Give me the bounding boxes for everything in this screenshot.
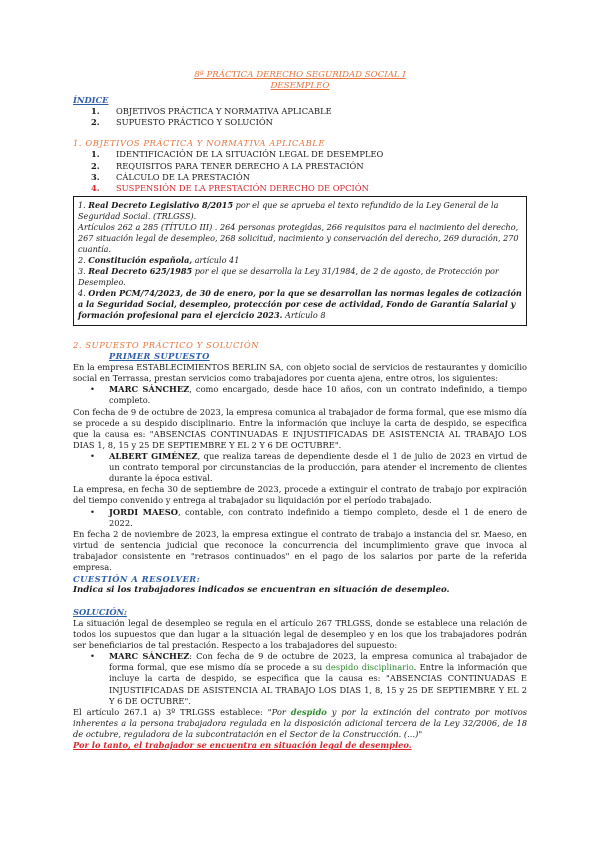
worker-description: , contable, con contrato indefinido a tiempo completo, desde el 1 de enero de 2022. bbox=[109, 506, 527, 528]
objective-number: 1. bbox=[91, 149, 100, 160]
regulation-name: Real Decreto Legislativo 8/2015 bbox=[88, 199, 234, 210]
objective-item bbox=[73, 161, 527, 172]
regulation-description: Artículo 8 bbox=[282, 309, 326, 320]
highlight-term: despido bbox=[290, 706, 327, 717]
case-intro: En la empresa ESTABLECIMIENTOS BERLIN SA, con objeto social de servicios de restaurantes y domicilio social en Terrassa, prestan servicios como trabajadores por cuenta ajena, entre otros, los siguientes: bbox=[73, 362, 527, 384]
regulation-number: 2. bbox=[78, 254, 89, 265]
objective-text: CÁLCULO DE LA PRESTACIÓN bbox=[116, 171, 250, 182]
index-item-number: 1. bbox=[91, 106, 100, 117]
question-label: CUESTIÓN A RESOLVER: bbox=[73, 574, 201, 585]
title-line-1: 8ª PRÁCTICA DERECHO SEGURIDAD SOCIAL I bbox=[194, 70, 406, 80]
objective-item bbox=[73, 183, 527, 194]
regulation-number: 4. bbox=[78, 287, 89, 298]
worker-bullet-marc bbox=[73, 384, 527, 406]
worker-name: MARC SÁNCHEZ bbox=[109, 651, 190, 662]
case-title: PRIMER SUPUESTO bbox=[109, 350, 210, 361]
worker-bullet-jordi bbox=[73, 507, 527, 529]
conclusion: Por lo tanto, el trabajador se encuentra en situación legal de desempleo. bbox=[73, 740, 412, 751]
objective-text: IDENTIFICACIÓN DE LA SITUACIÓN LEGAL DE DESEMPLEO bbox=[116, 149, 384, 160]
worker-name: JORDI MAESO bbox=[109, 506, 178, 517]
bullet-icon: • bbox=[90, 450, 95, 461]
regulation-name: Orden PCM/74/2023, de 30 de enero, por la que se desarrollan las normas legales de cotización a la Seguridad Social, desempleo, protección por cese de actividad, Fondo de Garantía Salarial y formación profesional para el ejercicio 2023. bbox=[78, 287, 522, 320]
index-item-number: 2. bbox=[91, 117, 100, 128]
index-item-text: SUPUESTO PRÁCTICO Y SOLUCIÓN bbox=[116, 117, 273, 128]
objective-text: SUSPENSIÓN DE LA PRESTACIÓN DERECHO DE OPCIÓN bbox=[116, 182, 369, 193]
case-paragraph: En fecha 2 de noviembre de 2023, la empresa extingue el contrato de trabajo a instancia del sr. Maeso, en virtud de sentencia judicial que reconoce la concurrencia del incumplimiento grave que invoca al trabajador consistente en "retrasos continuados" en el pago de los salarios por parte de la referida empresa. bbox=[73, 528, 527, 573]
document-title bbox=[73, 70, 527, 92]
index-item bbox=[73, 106, 527, 117]
article-intro: El artículo 267.1 a) 3º TRLGSS establece: bbox=[73, 706, 268, 717]
regulation-name: Real Decreto 625/1985 bbox=[88, 265, 193, 276]
regulation-3 bbox=[78, 266, 522, 288]
bullet-icon: • bbox=[90, 506, 95, 517]
solution-text: : Con fecha de 9 de octubre de 2023, la empresa comunica al trabajador de forma formal, que ese mismo día se procede a su bbox=[109, 651, 527, 673]
regulation-1 bbox=[78, 200, 522, 222]
objective-item bbox=[73, 172, 527, 183]
objective-text: REQUISITOS PARA TENER DERECHO A LA PRESTACIÓN bbox=[116, 160, 364, 171]
index-item-text: OBJETIVOS PRÁCTICA Y NORMATIVA APLICABLE bbox=[116, 106, 332, 117]
worker-name: ALBERT GIMÉNEZ bbox=[109, 450, 198, 461]
objectives-list bbox=[73, 149, 527, 193]
bullet-icon: • bbox=[90, 651, 95, 662]
quote-text: "Por bbox=[267, 706, 291, 717]
section-2-heading: 2. SUPUESTO PRÁCTICO Y SOLUCIÓN bbox=[73, 339, 260, 350]
regulation-description: por el que se desarrolla la Ley 31/1984, de 2 de agosto, de Protección por Desempleo. bbox=[78, 265, 499, 287]
worker-bullet-albert bbox=[73, 451, 527, 484]
solution-text: . Entre la información que incluye la carta de despido, se especifica que la causa es: "ABSENCIAS CONTINUADAS E INJUSTIFICADAS DE ASISTENCIA AL TRABAJO LOS DIAS 1, 8, 15 y 25 DE SEPTIEMBRE Y EL 2 Y 6 DE OCTUBRE". bbox=[109, 662, 527, 706]
quote-text: y por la extinción del contrato por motivos inherentes a la persona trabajadora regulada en la disposición adicional tercera de la Ley 32/2006, de 18 de octubre, reguladora de la subcontratación en el Sector de la Construcción. (...)" bbox=[73, 706, 527, 739]
regulation-description: por el que se aprueba el texto refundido de la Ley General de la Seguridad Social. (TRLGSS). bbox=[78, 199, 499, 221]
index-item bbox=[73, 117, 527, 128]
highlight-term: despido disciplinario bbox=[325, 662, 414, 673]
title-line-2: DESEMPLEO bbox=[270, 81, 330, 91]
regulation-name: Constitución española, bbox=[88, 254, 193, 265]
regulation-number: 1. bbox=[78, 199, 89, 210]
regulation-number: 3. bbox=[78, 265, 89, 276]
worker-description: , que realiza tareas de dependiente desde el 1 de julio de 2023 en virtud de un contrato temporal por circunstancias de la producción, para atender el incremento de clientes durante la época estival. bbox=[109, 450, 527, 484]
worker-description: , como encargado, desde hace 10 años, con un contrato indefinido, a tiempo completo. bbox=[109, 384, 527, 406]
solution-label: SOLUCIÓN: bbox=[73, 606, 127, 617]
article-quote bbox=[73, 707, 527, 740]
regulation-1-articles: Artículos 262 a 285 (TÍTULO III) . 264 personas protegidas, 266 requisitos para el nacimiento del derecho, 267 situación legal de desempleo, 268 solicitud, nacimiento y conservación del derecho, 269 duración, 270 cuantía. bbox=[78, 221, 519, 254]
index-label: ÍNDICE bbox=[73, 95, 109, 105]
regulation-4 bbox=[78, 288, 522, 321]
index-list bbox=[73, 106, 527, 128]
objective-number: 2. bbox=[91, 160, 100, 171]
question-text: Indica si los trabajadores indicados se encuentran en situación de desempleo. bbox=[73, 585, 450, 596]
bullet-icon: • bbox=[90, 384, 95, 395]
regulations-box bbox=[73, 196, 527, 326]
section-1-heading: 1. OBJETIVOS PRÁCTICA Y NORMATIVA APLICABLE bbox=[73, 138, 326, 149]
objective-item bbox=[73, 149, 527, 160]
case-paragraph: La empresa, en fecha 30 de septiembre de 2023, procede a extinguir el contrato de trabajo por expiración del tiempo convenido y entrega al trabajador su liquidación por el período trabajado. bbox=[73, 484, 527, 506]
regulation-2 bbox=[78, 255, 522, 266]
objective-number: 3. bbox=[91, 171, 100, 182]
solution-paragraph: La situación legal de desempleo se regula en el artículo 267 TRLGSS, donde se establece una relación de todos los supuestos que dan lugar a la situación legal de desempleo y en los que los trabajadores podrán ser beneficiarios de tal prestación. Respecto a los trabajadores del supuesto: bbox=[73, 617, 527, 651]
worker-name: MARC SÁNCHEZ bbox=[109, 384, 190, 395]
solution-bullet-marc bbox=[73, 651, 527, 707]
regulation-description: artículo 41 bbox=[192, 254, 240, 265]
objective-number: 4. bbox=[91, 182, 100, 193]
case-paragraph: Con fecha de 9 de octubre de 2023, la empresa comunica al trabajador de forma formal, que ese mismo día se procede a su despido disciplinario. Entre la información que incluye la carta de despido, se especifica que la causa es: "ABSENCIAS CONTINUADAS E INJUSTIFICADAS DE ASISTENCIA AL TRABAJO LOS DIAS 1, 8, 15 y 25 DE SEPTIEMBRE Y EL 2 Y 6 DE OCTUBRE". bbox=[73, 406, 527, 450]
